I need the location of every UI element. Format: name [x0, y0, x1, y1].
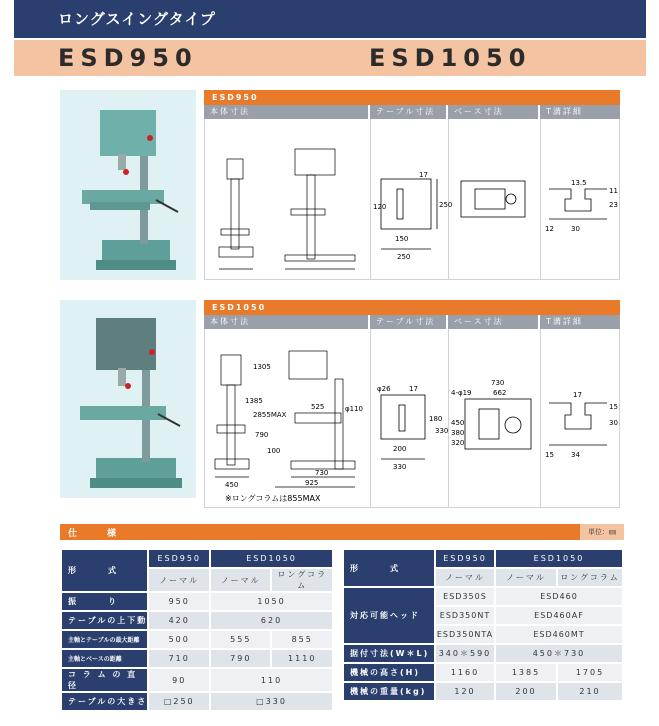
table-dim-250-h: 250: [397, 253, 411, 261]
model-head-1050: ESD1050: [210, 549, 333, 568]
drawing-panel-esd950: [204, 90, 620, 280]
panel-title: ESD1050: [204, 300, 620, 315]
table-dim-250-v: 250: [439, 201, 453, 209]
body-dim-1385: 1385: [245, 397, 263, 405]
tab-table-dims: テーブル寸法: [370, 105, 448, 119]
cell: 90: [148, 668, 210, 692]
cell: 790: [210, 649, 271, 668]
base-drawing: [449, 329, 541, 507]
body-dim-525: 525: [311, 403, 325, 411]
body-dim-790: 790: [255, 431, 269, 439]
table-dim-17: 17: [419, 171, 428, 179]
tab-tslot-detail: T溝詳細: [546, 317, 583, 326]
cell: □250: [148, 692, 210, 711]
row-label: テーブルの大きさ: [61, 692, 148, 711]
variant-normal: ノーマル: [495, 568, 557, 587]
base-dim-380: 380: [451, 429, 465, 437]
base-drawing: [449, 119, 541, 279]
panel-tabs: [204, 315, 620, 329]
base-dim-4-phi19: 4-φ19: [451, 389, 472, 397]
row-label-heads: 対応可能ヘッド: [343, 587, 435, 644]
variant-normal: ノーマル: [210, 568, 271, 592]
base-dim-320: 320: [451, 439, 465, 447]
panel-title: ESD950: [204, 90, 620, 105]
row-label: 主軸とベースの距離: [61, 649, 148, 668]
body-dim-1305: 1305: [253, 363, 271, 371]
tslot-dim-17: 17: [573, 391, 582, 399]
body-dim-450: 450: [225, 481, 239, 489]
tab-tslot-detail: T溝詳細: [546, 107, 583, 116]
cell: 1050: [210, 592, 333, 611]
body-dim-925: 925: [305, 479, 319, 487]
row-label: 振 り: [61, 592, 148, 611]
cell: 210: [557, 682, 623, 701]
drawing-panel-esd1050: [204, 300, 620, 508]
tslot-dim-15-bottom: 15: [545, 451, 554, 459]
row-label: テーブルの上下動: [61, 611, 148, 630]
table-dim-200: 200: [393, 445, 407, 453]
cell: 950: [148, 592, 210, 611]
cell: 555: [210, 630, 271, 649]
head-950-3: ESD350NTA: [435, 625, 495, 644]
head-950-1: ESD350S: [435, 587, 495, 606]
tslot-drawing: [541, 119, 621, 279]
tab-body-dims: 本体寸法: [204, 315, 370, 329]
tab-table-dims: テーブル寸法: [370, 315, 448, 329]
model-head-1050: ESD1050: [495, 549, 623, 568]
table-drawing: [371, 119, 453, 279]
cell: 110: [210, 668, 333, 692]
row-label: 機械の重量(kg): [343, 682, 435, 701]
spec-table-right: [342, 548, 624, 702]
tslot-dim-12: 12: [545, 225, 554, 233]
body-dim-phi110: φ110: [345, 405, 363, 413]
head-1050-1: ESD460: [495, 587, 623, 606]
row-label: 機械の高さ(H): [343, 663, 435, 682]
head-1050-2: ESD460AF: [495, 606, 623, 625]
model-name-950: ESD950: [58, 44, 198, 72]
head-950-2: ESD350NT: [435, 606, 495, 625]
page-title: ロングスイングタイプ: [58, 10, 216, 28]
model-head-950: ESD950: [148, 549, 210, 568]
tslot-dim-11: 11: [609, 187, 618, 195]
cell: 200: [495, 682, 557, 701]
tslot-dim-15-top: 15: [609, 403, 618, 411]
cell: 420: [148, 611, 210, 630]
cell: 120: [435, 682, 495, 701]
variant-normal: ノーマル: [435, 568, 495, 587]
base-dim-662: 662: [493, 389, 507, 397]
body-dim-730: 730: [315, 469, 329, 477]
cell: 500: [148, 630, 210, 649]
cell: 620: [210, 611, 333, 630]
table-dim-330-h: 330: [393, 463, 407, 471]
variant-long-column: ロングコラム: [271, 568, 333, 592]
tslot-dim-30: 30: [609, 419, 618, 427]
base-dim-450: 450: [451, 419, 465, 427]
cell: 1385: [495, 663, 557, 682]
table-dim-17: 17: [409, 385, 418, 393]
tab-base-dims: ベース寸法: [448, 105, 540, 119]
tslot-dim-30: 30: [571, 225, 580, 233]
variant-long-column: ロングコラム: [557, 568, 623, 587]
col-label: 形 式: [61, 549, 148, 592]
spec-title: 仕 様: [68, 529, 121, 539]
machine-photo-esd950: [60, 90, 196, 280]
tab-body-dims: 本体寸法: [204, 105, 370, 119]
model-name-1050: ESD1050: [369, 44, 532, 72]
table-dim-180: 180: [429, 415, 443, 423]
cell: □330: [210, 692, 333, 711]
tslot-dim-34: 34: [571, 451, 580, 459]
body-dim-100: 100: [267, 447, 281, 455]
spec-unit: 単位：㎜: [580, 524, 624, 540]
body-drawing: [205, 119, 371, 279]
panel-tabs: [204, 105, 620, 119]
row-label: コ ラ ム の 直 径: [61, 668, 148, 692]
model-bar: [14, 40, 646, 76]
page-header: [14, 0, 646, 38]
table-dim-phi26: φ26: [377, 385, 391, 393]
model-head-950: ESD950: [435, 549, 495, 568]
cell: 450＊730: [495, 644, 623, 663]
machine-photo-esd1050: [60, 300, 196, 498]
base-dim-730: 730: [491, 379, 505, 387]
row-label: 主軸とテーブルの最大距離: [61, 630, 148, 649]
cell: 1110: [271, 649, 333, 668]
cell: 710: [148, 649, 210, 668]
cell: 1705: [557, 663, 623, 682]
table-dim-120: 120: [373, 203, 387, 211]
tslot-dim-13-5: 13.5: [571, 179, 587, 187]
panel-drawings: [204, 119, 620, 280]
variant-normal: ノーマル: [148, 568, 210, 592]
row-label: 据付寸法(W＊L): [343, 644, 435, 663]
body-dim-2855max: 2855MAX: [253, 411, 287, 419]
tslot-dim-23: 23: [609, 201, 618, 209]
table-dim-330-v: 330: [435, 427, 449, 435]
long-column-note: ※ロングコラムは855MAX: [225, 494, 321, 503]
cell: 1160: [435, 663, 495, 682]
cell: 340＊590: [435, 644, 495, 663]
table-drawing: [371, 329, 449, 507]
tab-base-dims: ベース寸法: [448, 315, 540, 329]
panel-drawings: [204, 329, 620, 508]
spec-table-left: [60, 548, 334, 712]
tslot-drawing: [541, 329, 621, 507]
head-1050-3: ESD460MT: [495, 625, 623, 644]
cell: 855: [271, 630, 333, 649]
body-drawing: [205, 329, 371, 507]
table-dim-150: 150: [395, 235, 409, 243]
spec-header: [60, 524, 624, 540]
col-label: 形 式: [343, 549, 435, 587]
